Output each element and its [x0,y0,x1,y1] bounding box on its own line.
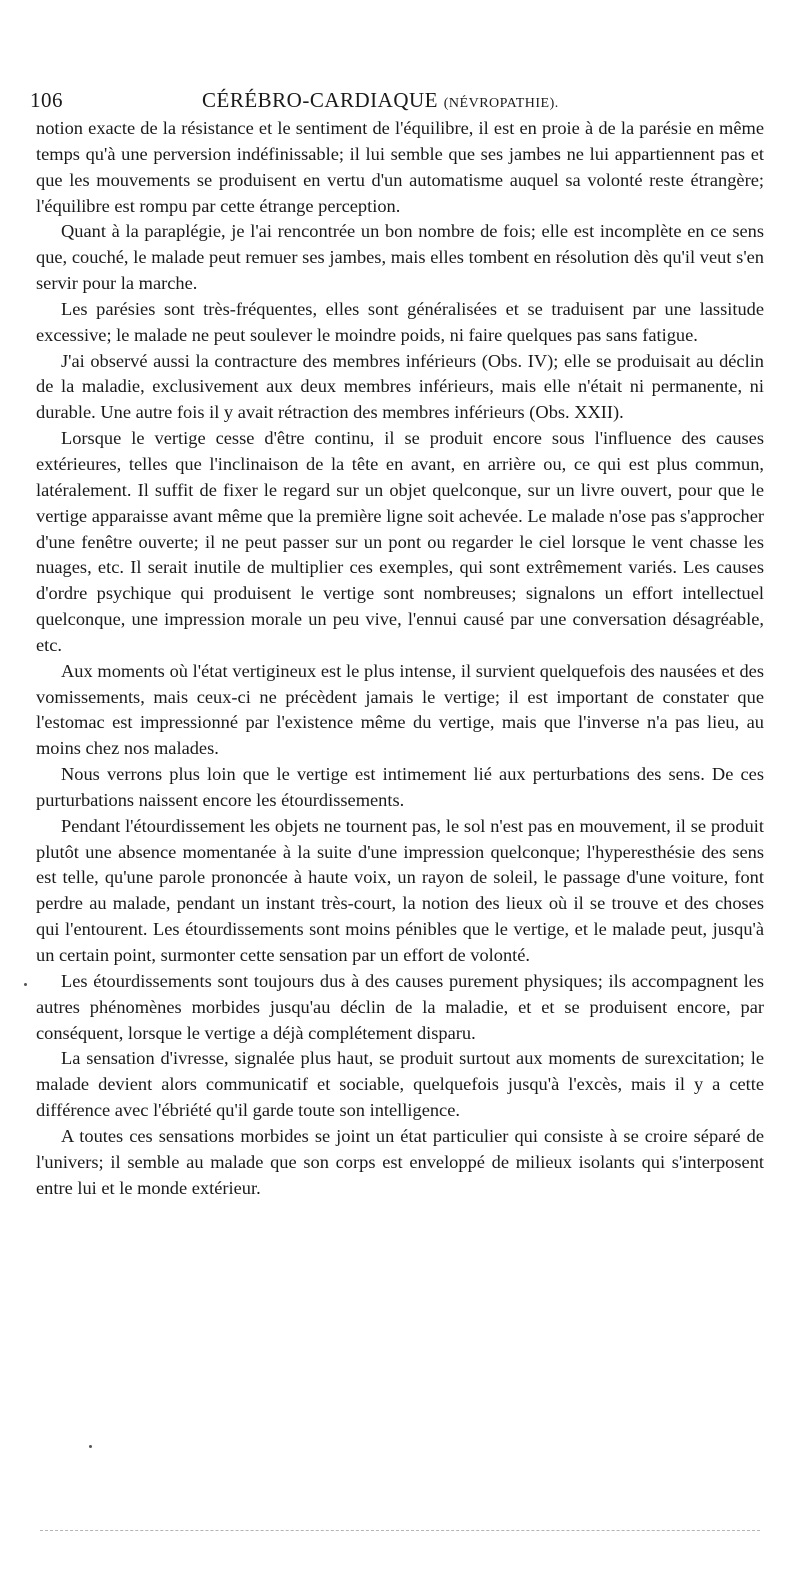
body-text [36,116,764,1201]
bottom-bleed-through-line [40,1530,760,1531]
paragraph-11: A toutes ces sensations morbides se joint un état particulier qui consiste à se croire séparé de l'univers; il semble au malade que son corps est enveloppé de milieux isolants qui s'interposent entre lui et le monde extérieur. [36,1125,764,1198]
paragraph-6: Aux moments où l'état vertigineux est le plus intense, il survient quelquefois des nausées et des vomissements, mais ceux-ci ne précèdent jamais le vertige; il est important de constater que l'estomac est impressionné par l'existence même du vertige, mais que l'inverse n'a pas lieu, au moins chez nos malades. [36,660,764,759]
stray-ink-mark [24,983,27,986]
running-title-main: CÉRÉBRO-CARDIAQUE [202,88,439,112]
paragraph-7: Nous verrons plus loin que le vertige est intimement lié aux perturbations des sens. De ces purturbations naissent encore les étourdissements. [36,764,764,810]
running-title-sub: (NÉVROPATHIE). [443,96,559,111]
paragraph-8: Pendant l'étourdissement les objets ne tournent pas, le sol n'est pas en mouvement, il se produit plutôt une absence momentanée à la suite d'une impression quelconque; l'hyperesthésie des sens est telle, qu'une parole prononcée à haute voix, un rayon de soleil, le passage d'une voiture, font perdre au malade, pendant un instant très-court, la notion des lieux où il se trouve et des choses qui l'entourent. Les étourdissements sont moins pénibles que le vertige, et le malade peut, jusqu'à un certain point, surmonter cette sensation par un effort de volonté. [36,815,764,965]
stray-ink-mark [89,1445,92,1448]
running-header [30,84,770,116]
paragraph-10: La sensation d'ivresse, signalée plus haut, se produit surtout aux moments de surexcitation; le malade devient alors communicatif et sociable, quelquefois jusqu'à l'excès, mais il y a cette différence avec l'ébriété qu'il garde toute son intelligence. [36,1048,764,1121]
paragraph-3: Les parésies sont très-fréquentes, elles sont généralisées et se traduisent par une lassitude excessive; le malade ne peut soulever le moindre poids, ni faire quelques pas sans fatigue. [36,298,764,345]
paragraph-5: Lorsque le vertige cesse d'être continu, il se produit encore sous l'influence des causes extérieures, telles que l'inclinaison de la tête en avant, en arrière ou, ce qui est plus commun, latéralement. Il suffit de fixer le regard sur un objet quelconque, sur un livre ouvert, pour que le vertige apparaisse avant même que la première ligne soit achevée. Le malade n'ose pas s'approcher d'une fenêtre ouverte; il ne peut passer sur un pont ou regarder le ciel lorsque le vent chasse les nuages, etc. Il serait inutile de multiplier ces exemples, qui sont extrêmement variés. Les causes d'ordre psychique qui produisent le vertige sont nombreuses; signalons un effort intellectuel quelconque, une impression morale un peu vive, l'ennui causé par une conversation désagréable, etc. [36,428,764,655]
page-number: 106 [30,88,63,112]
paragraph-2: Quant à la paraplégie, je l'ai rencontrée un bon nombre de fois; elle est incomplète en ce sens que, couché, le malade peut remuer ses jambes, mais elles tombent en résolution dès qu'il veut s'en servir pour la marche. [36,221,764,294]
paragraph-9: Les étourdissements sont toujours dus à des causes purement physiques; ils accompagnent les autres phénomènes morbides jusqu'au déclin de la maladie, et et se produisent encore, par conséquent, lorsque le vertige a déjà complétement disparu. [36,970,764,1043]
running-title [202,84,559,120]
paragraph-1: notion exacte de la résistance et le sentiment de l'équilibre, il est en proie à de la parésie en même temps qu'à une perversion indéfinissable; il lui semble que ses jambes ne lui appartiennent pas et que les mouvements se produisent en vertu d'un automatisme auquel sa volonté reste étrangère; l'équilibre est rompu par cette étrange perception. [36,118,764,216]
paragraph-4: J'ai observé aussi la contracture des membres inférieurs (Obs. IV); elle se produisait au déclin de la maladie, exclusivement aux deux membres inférieurs, mais elle n'était ni permanente, ni durable. Une autre fois il y avait rétraction des membres inférieurs (Obs. XXII). [36,350,764,423]
